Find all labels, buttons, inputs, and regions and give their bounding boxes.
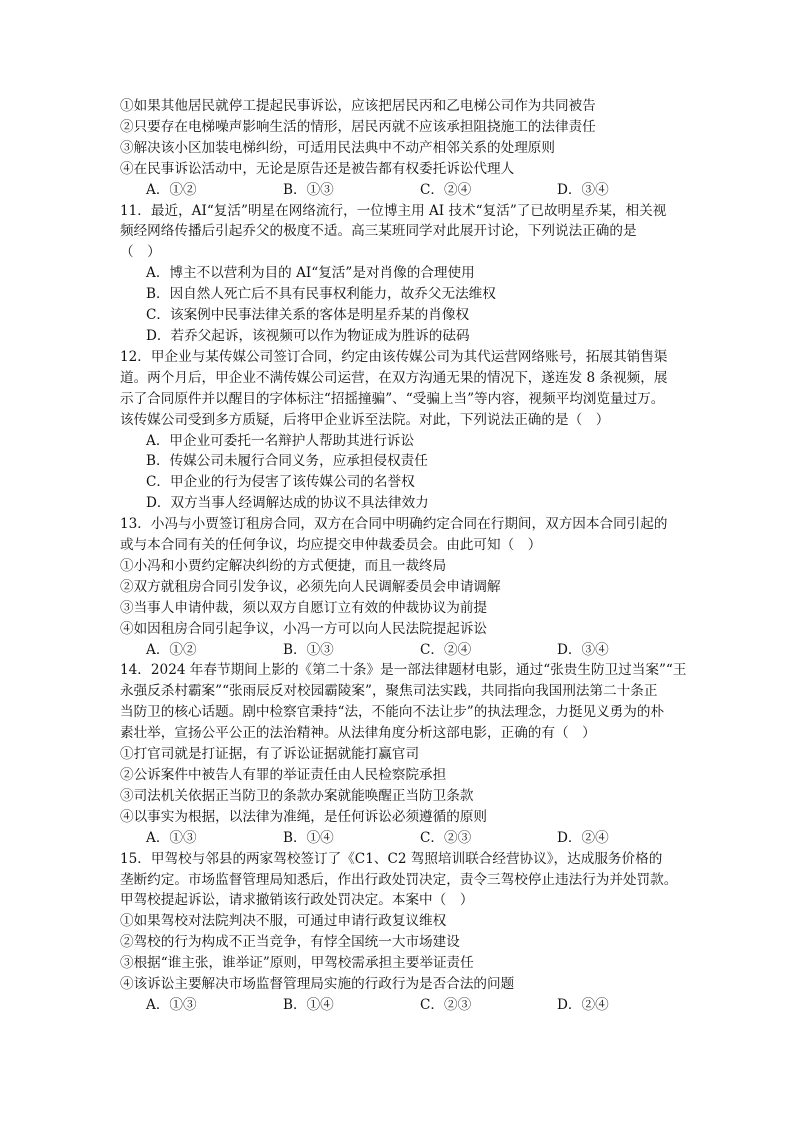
option-a: A．甲企业可委托一名辩护人帮助其进行诉讼 [146, 432, 415, 449]
option-c: C．甲企业的行为侵害了该传媒公司的名誉权 [146, 474, 415, 491]
question-13 [120, 514, 694, 660]
question-11 [120, 201, 694, 347]
option-d: D．双方当事人经调解达成的协议不具法律效力 [146, 495, 429, 512]
statement: ②只要存在电梯噪声影响生活的情形，居民丙就不应该承担阻挠施工的法律责任 [120, 118, 596, 135]
question-stem: 甲驾校提起诉讼，请求撤销该行政处罚决定。本案中（ ） [120, 892, 474, 909]
question-stem: 当防卫的核心话题。剧中检察官秉持“法，不能向不法让步”的执法理念，力挺见义勇为的朴 [120, 704, 665, 721]
question-14 [120, 660, 694, 848]
statement: ④以事实为根据，以法律为准绳，是任何诉讼必须遵循的原则 [120, 808, 488, 825]
options-row [120, 995, 694, 1016]
statement: ④在民事诉讼活动中，无论是原告还是被告都有权委托诉讼代理人 [120, 160, 515, 177]
statement: ③司法机关依据正当防卫的条款办案就能唤醒正当防卫条款 [120, 787, 474, 804]
option-d: D．③④ [557, 181, 609, 198]
question-stem: 素壮举，宣扬公平公正的法治精神。从法律角度分析这部电影，正确的有（ ） [120, 725, 596, 742]
question-15 [120, 849, 694, 1016]
question-stem: 频经网络传播后引起乔父的极度不适。高三某班同学对此展开讨论，下列说法正确的是 [120, 223, 637, 240]
statement: ①如果其他居民就停工提起民事诉讼，应该把居民丙和乙电梯公司作为共同被告 [120, 98, 596, 114]
statement: ①如果驾校对法院判决不服，可通过申请行政复议维权 [120, 913, 447, 930]
question-stem: 示了合同原件并以醒目的字体标注“招摇撞骗”、“受骗上当”等内容，视频平均浏览量过万。 [120, 390, 665, 407]
option-b: B．①④ [283, 996, 334, 1013]
statement: ③当事人申请仲裁，须以双方自愿订立有效的仲裁协议为前提 [120, 599, 488, 616]
option-a: A．①③ [146, 829, 197, 846]
question-stem: 15．甲驾校与邻县的两家驾校签订了《C1、C2 驾照培训联合经营协议》，达成服务价格的 [120, 850, 663, 867]
options-row [120, 640, 694, 661]
option-d: D．②④ [557, 829, 609, 846]
question-stem: 永强反杀村霸案”“张雨辰反对校园霸陵案”，聚焦司法实践，共同指向我国刑法第二十条正 [120, 683, 658, 700]
question-stem: 12．甲企业与某传媒公司签订合同，约定由该传媒公司为其代运营网络账号，拓展其销售渠 [120, 348, 668, 365]
question-stem: 14．2024 年春节期间上影的《第二十条》是一部法律题材电影，通过“张贵生防卫过当案”“王 [120, 662, 687, 679]
statement: ②公诉案件中被告人有罪的举证责任由人民检察院承担 [120, 767, 447, 783]
question-stem: 13．小冯与小贾签订租房合同，双方在合同中明确约定合同在行期间，双方因本合同引起的 [120, 516, 668, 533]
option-c: C．②④ [420, 181, 472, 198]
statement: ④如因租房合同引起争议，小冯一方可以向人民法院提起诉讼 [120, 620, 488, 637]
option-b: B．①③ [283, 641, 334, 658]
statement: ②驾校的行为构成不正当竞争，有悖全国统一大市场建设 [120, 934, 460, 951]
question-10 [120, 96, 694, 201]
question-12 [120, 347, 694, 514]
option-d: D．③④ [557, 641, 609, 658]
statement: ②双方就租房合同引发争议，必须先向人民调解委员会申请调解 [120, 578, 501, 595]
question-stem: 11．最近，AI“复活”明星在网络流行，一位博主用 AI 技术“复活”了已故明星乔某，相关视 [120, 202, 667, 219]
question-stem: 垄断约定。市场监督管理局知悉后，作出行政处罚决定，责令三驾校停止违法行为并处罚款。 [120, 871, 678, 888]
statement: ③根据“谁主张，谁举证”原则，甲驾校需承担主要举证责任 [120, 955, 474, 972]
option-a: A．①② [146, 181, 197, 198]
question-stem: 道。两个月后，甲企业不满传媒公司运营，在双方沟通无果的情况下，遂连发 8 条视频，展 [120, 369, 668, 386]
statement: ③解决该小区加装电梯纠纷，可适用民法典中不动产相邻关系的处理原则 [120, 139, 555, 156]
option-b: B．传媒公司未履行合同义务，应承担侵权责任 [146, 453, 428, 470]
option-c: C．②④ [420, 641, 472, 658]
option-c: C．②③ [420, 829, 472, 846]
question-stem: （ ） [120, 244, 161, 261]
statement: ①打官司就是打证据，有了诉讼证据就能打赢官司 [120, 746, 420, 763]
option-c: C．该案例中民事法律关系的客体是明星乔某的肖像权 [146, 307, 470, 324]
option-a: A．①② [146, 641, 197, 658]
option-d: D．②④ [557, 996, 609, 1013]
options-row [120, 828, 694, 849]
option-b: B．①④ [283, 829, 334, 846]
option-d: D．若乔父起诉，该视频可以作为物证成为胜诉的砝码 [146, 327, 470, 344]
question-stem: 或与本合同有关的任何争议，均应提交申仲裁委员会。由此可知（ ） [120, 537, 542, 554]
options-row [120, 180, 694, 201]
option-a: A．①③ [146, 996, 197, 1013]
statement: ④该诉讼主要解决市场监督管理局实施的行政行为是否合法的问题 [120, 976, 515, 993]
option-b: B．因自然人死亡后不具有民事权利能力，故乔父无法维权 [146, 286, 496, 303]
statement: ①小冯和小贾约定解决纠纷的方式便捷，而且一裁终局 [120, 557, 447, 574]
option-c: C．②③ [420, 996, 472, 1013]
question-stem: 该传媒公司受到多方质疑，后将甲企业诉至法院。对此，下列说法正确的是（ ） [120, 411, 610, 428]
option-b: B．①③ [283, 181, 334, 198]
option-a: A．博主不以营利为目的 AI“复活”是对肖像的合理使用 [146, 265, 475, 282]
